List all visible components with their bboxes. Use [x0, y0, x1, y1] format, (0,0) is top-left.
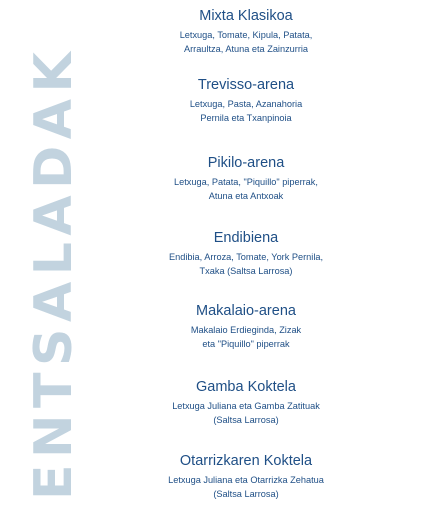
dish-name: Mixta Klasikoa	[199, 8, 293, 24]
dish-description-line: Atuna eta Antxoak	[208, 190, 284, 201]
dish-description-line: Arraultza, Atuna eta Zainzurria	[183, 43, 309, 54]
menu-item	[90, 302, 402, 351]
menu-item	[90, 452, 402, 501]
menu-item	[90, 7, 402, 56]
menu-item	[90, 229, 402, 278]
section-title-vertical: ENTSALADAK	[24, 45, 84, 500]
menu-item	[90, 76, 402, 125]
dish-name: Makalaio-arena	[196, 303, 296, 319]
menu-item	[90, 154, 402, 203]
dish-description-line: (Saltsa Larrosa)	[213, 488, 279, 499]
menu-item	[90, 378, 402, 427]
dish-description-line: Letxuga Juliana eta Otarrizka Zehatua	[168, 475, 324, 485]
dish-name: Otarrizkaren Koktela	[179, 453, 313, 469]
dish-description-line: Letxuga, Pasta, Azanahoria	[189, 99, 303, 109]
dish-name: Trevisso-arena	[197, 77, 295, 93]
dish-description-line: Pernila eta Txanpinoia	[200, 112, 292, 123]
dish-description-line: Txaka (Saltsa Larrosa)	[199, 265, 293, 276]
dish-description-line: Endibia, Arroza, Tomate, York Pernila,	[168, 252, 324, 262]
dish-description-line: Letxuga, Tomate, Kipula, Patata,	[179, 30, 313, 40]
dish-description-line: Letxuga, Patata, "Piquillo" piperrak,	[174, 177, 318, 187]
dish-name: Gamba Koktela	[196, 379, 296, 395]
dish-description-line: Makalaio Erdieginda, Zizak	[190, 325, 302, 335]
dish-name: Pikilo-arena	[207, 155, 285, 171]
dish-description-line: Letxuga Juliana eta Gamba Zatituak	[172, 401, 320, 411]
dish-name: Endibiena	[213, 230, 279, 246]
dish-description-line: eta "Piquillo" piperrak	[202, 338, 290, 349]
salad-menu	[90, 0, 402, 513]
dish-description-line: (Saltsa Larrosa)	[213, 414, 279, 425]
